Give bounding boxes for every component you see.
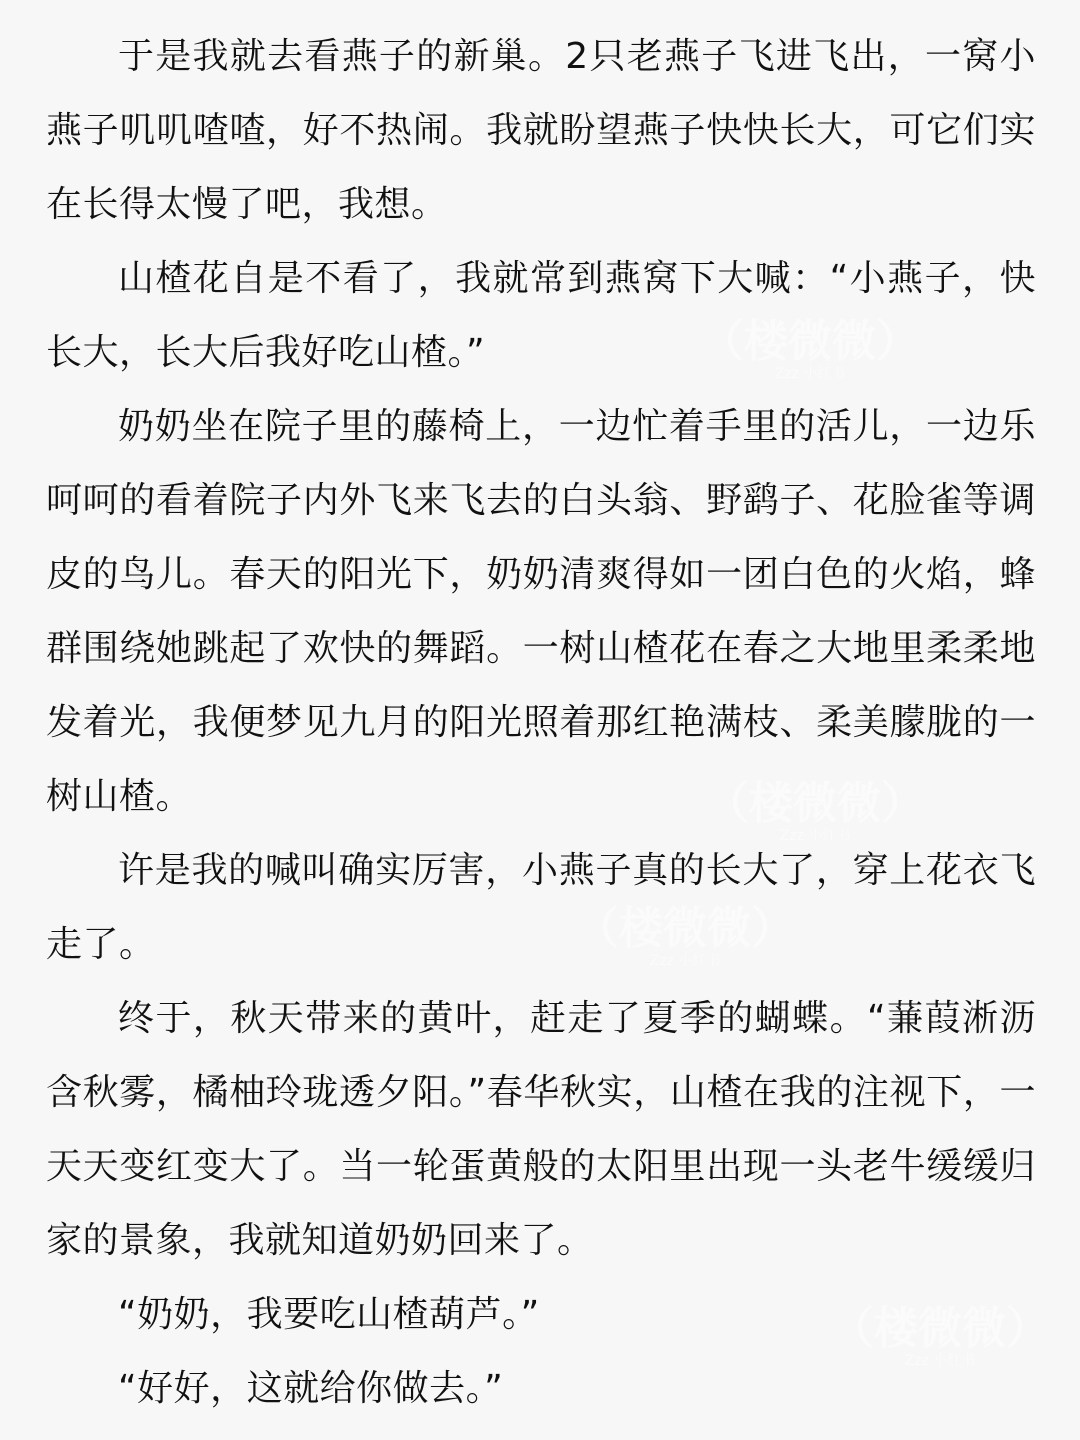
paragraph-3: 奶奶坐在院子里的藤椅上，一边忙着手里的活儿，一边乐呵呵的看着院子内外飞来飞去的白头翁、野鹞子、花脸雀等调皮的鸟儿。春天的阳光下，奶奶清爽得如一团白色的火焰，蜂群围绕她跳起了欢快的舞蹈。一树山楂花在春之大地里柔柔地发着光，我便梦见九月的阳光照着那红艳满枝、柔美朦胧的一树山楂。 (46, 406, 1036, 817)
watermark-subtext: Zzz 小红书 (779, 828, 851, 844)
article-body (46, 20, 1036, 1426)
paragraph-7: “好好，这就给你做去。” (118, 1368, 504, 1409)
watermark-subtext: Zzz 小红书 (904, 1353, 976, 1369)
paragraph-6: “奶奶，我要吃山楂葫芦。” (118, 1294, 540, 1335)
watermark-text: （楼微微） (575, 903, 795, 954)
paragraph-2: 山楂花自是不看了，我就常到燕窝下大喊：“小燕子，快长大，长大后我好吃山楂。” (46, 258, 1036, 373)
watermark-text: （楼微微） (705, 778, 925, 829)
watermark-subtext: Zzz 小红书 (649, 953, 721, 969)
watermark-text: （楼微微） (700, 316, 920, 367)
paragraph-1: 于是我就去看燕子的新巢。2只老燕子飞进飞出，一窝小燕子叽叽喳喳，好不热闹。我就盼望燕子快快长大，可它们实在长得太慢了吧，我想。 (46, 36, 1036, 225)
paragraph-5: 终于，秋天带来的黄叶，赶走了夏季的蝴蝶。“蒹葭淅沥含秋雾，橘柚玲珑透夕阳。”春华秋实，山楂在我的注视下，一天天变红变大了。当一轮蛋黄般的太阳里出现一头老牛缓缓归家的景象，我就知道奶奶回来了。 (46, 998, 1036, 1261)
watermark-subtext: Zzz 小红书 (774, 366, 846, 382)
watermark-text: （楼微微） (830, 1303, 1050, 1354)
paragraph-4: 许是我的喊叫确实厉害，小燕子真的长大了，穿上花衣飞走了。 (46, 850, 1036, 965)
